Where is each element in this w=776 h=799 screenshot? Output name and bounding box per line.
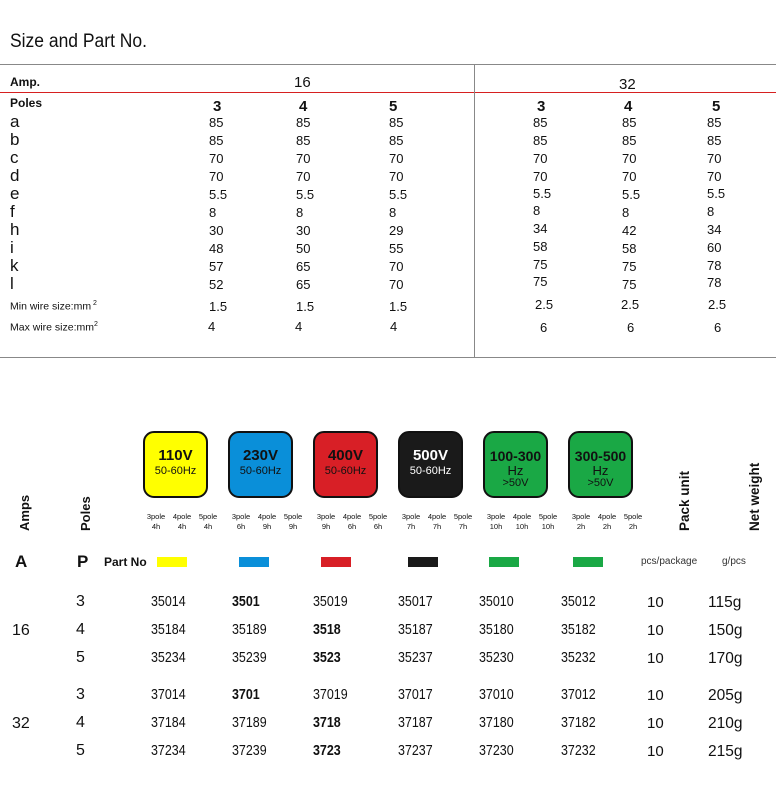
table-cell: 70 xyxy=(296,169,311,184)
poles-value: 3 xyxy=(76,593,85,610)
duration-hours: 2h xyxy=(576,522,586,531)
voltage-box xyxy=(398,431,463,498)
table-cell: 78 xyxy=(707,258,722,273)
max-wire-value: 6 xyxy=(714,320,722,335)
min-wire-value: 1.5 xyxy=(209,299,228,314)
table-cell: 70 xyxy=(533,169,548,184)
pole-count: 4pole xyxy=(597,512,617,521)
table-cell: 48 xyxy=(209,241,224,256)
table-cell: 58 xyxy=(622,241,637,256)
table-cell: 30 xyxy=(296,223,311,238)
pack-unit-value: 10 xyxy=(647,622,664,639)
poles-value: 4 xyxy=(76,621,85,638)
part-number: 37232 xyxy=(561,743,596,759)
row-label: d xyxy=(10,166,20,185)
voltage-box xyxy=(568,431,633,498)
part-number: 3718 xyxy=(313,715,341,731)
amps-value: 32 xyxy=(12,715,30,732)
duration-hours: 10h xyxy=(541,522,555,531)
duration-cell xyxy=(399,512,423,532)
max-wire-text: Max wire size:mm xyxy=(10,321,95,334)
table-cell: 5.5 xyxy=(389,187,408,202)
min-wire-value: 2.5 xyxy=(621,297,640,312)
table-cell: 70 xyxy=(209,169,224,184)
part-number: 37230 xyxy=(479,743,514,759)
min-wire-value: 1.5 xyxy=(296,299,315,314)
part-number: 37187 xyxy=(398,715,433,731)
voltage-label: 110V xyxy=(158,447,193,464)
table-cell: 30 xyxy=(209,223,224,238)
part-number: 35232 xyxy=(561,650,596,666)
amps-header: Amps xyxy=(17,494,32,531)
part-number: 37184 xyxy=(151,715,186,731)
max-wire-value: 4 xyxy=(208,319,216,334)
frequency-label: 50-60Hz xyxy=(154,465,197,477)
voltage-label: 400V xyxy=(327,447,364,464)
duration-hours: 6h xyxy=(347,522,357,531)
duration-cell xyxy=(510,512,534,532)
table-cell: 57 xyxy=(209,259,224,274)
pole-number: 4 xyxy=(624,98,633,115)
pack-unit-value: 10 xyxy=(647,594,664,611)
net-weight-value: 115g xyxy=(708,594,742,611)
voltage-label: 500V xyxy=(412,447,449,464)
pole-count: 5pole xyxy=(283,512,303,521)
table-cell: 70 xyxy=(389,151,404,166)
part-number: 35239 xyxy=(232,650,267,666)
duration-hours: 9h xyxy=(288,522,298,531)
table-cell: 65 xyxy=(296,277,311,292)
row-label: a xyxy=(10,112,20,131)
part-number: 35012 xyxy=(561,594,596,610)
pack-unit-value: 10 xyxy=(647,687,664,704)
table-cell: 70 xyxy=(707,169,722,184)
part-number: 3723 xyxy=(313,743,341,759)
duration-cell xyxy=(144,512,168,532)
color-swatch xyxy=(239,557,269,567)
duration-hours: 2h xyxy=(602,522,612,531)
duration-hours: 9h xyxy=(321,522,331,531)
table-cell: 85 xyxy=(622,133,637,148)
part-number: 35187 xyxy=(398,622,433,638)
part-number: 3523 xyxy=(313,650,341,666)
pole-count: 3pole xyxy=(146,512,166,521)
duration-hours: 6h xyxy=(236,522,246,531)
table-cell: 75 xyxy=(622,259,637,274)
table-cell: 65 xyxy=(296,259,311,274)
table-cell: 70 xyxy=(209,151,224,166)
table-cell: 78 xyxy=(707,275,722,290)
duration-hours: 10h xyxy=(489,522,503,531)
duration-cell xyxy=(196,512,220,532)
part-number: 35189 xyxy=(232,622,267,638)
row-label: k xyxy=(10,256,19,275)
pcs-package-label: pcs/package xyxy=(641,556,698,567)
part-number: 37019 xyxy=(313,687,348,703)
duration-cell xyxy=(425,512,449,532)
poles-header: Poles xyxy=(78,496,93,531)
row-label: e xyxy=(10,184,20,203)
net-weight-value: 215g xyxy=(708,743,743,760)
duration-cell xyxy=(281,512,305,532)
part-number: 35182 xyxy=(561,622,596,638)
table-cell: 85 xyxy=(389,115,404,130)
part-number: 37014 xyxy=(151,687,186,703)
duration-hours: 6h xyxy=(373,522,383,531)
duration-cell xyxy=(170,512,194,532)
table-cell: 75 xyxy=(533,257,548,272)
part-number: 37180 xyxy=(479,715,514,731)
amps-value: 16 xyxy=(12,622,30,639)
net-weight-value: 170g xyxy=(708,650,743,667)
part-no-label: Part No xyxy=(104,555,147,569)
frequency-label: 50-60Hz xyxy=(324,465,367,477)
table-cell: 42 xyxy=(622,223,637,238)
part-number: 35180 xyxy=(479,622,514,638)
pole-count: 5pole xyxy=(538,512,558,521)
net-weight-header: Net weight xyxy=(747,462,762,531)
table-cell: 55 xyxy=(389,241,404,256)
part-number: 35017 xyxy=(398,594,433,610)
table-column-divider xyxy=(474,64,475,358)
table-cell: 8 xyxy=(389,205,397,220)
page-title: Size and Part No. xyxy=(10,31,148,52)
max-wire-sup: 2 xyxy=(94,321,98,328)
duration-cell xyxy=(340,512,364,532)
frequency-label: >50V xyxy=(502,477,529,489)
part-number: 37189 xyxy=(232,715,267,731)
part-number: 35234 xyxy=(151,650,186,666)
pole-number: 3 xyxy=(537,98,546,115)
voltage-box xyxy=(483,431,548,498)
pole-number: 5 xyxy=(712,98,721,115)
part-number: 35010 xyxy=(479,594,514,610)
pole-count: 3pole xyxy=(231,512,251,521)
poles-label: Poles xyxy=(10,96,43,110)
table-cell: 34 xyxy=(707,222,722,237)
duration-cell xyxy=(536,512,560,532)
voltage-label: 300-500 xyxy=(574,448,627,464)
pack-unit-value: 10 xyxy=(647,743,664,760)
table-cell: 58 xyxy=(533,239,548,254)
pack-unit-value: 10 xyxy=(647,650,664,667)
frequency-label: 50-60Hz xyxy=(409,465,452,477)
table-cell: 50 xyxy=(296,241,311,256)
pole-number: 5 xyxy=(389,98,398,115)
table-cell: 8 xyxy=(707,204,715,219)
table-cell: 52 xyxy=(209,277,224,292)
pole-count: 5pole xyxy=(623,512,643,521)
min-wire-value: 1.5 xyxy=(389,299,408,314)
voltage-label: 100-300 xyxy=(489,448,542,464)
min-wire-text: Min wire size:mm xyxy=(10,300,92,313)
duration-hours: 7h xyxy=(406,522,416,531)
poles-value: 4 xyxy=(76,714,85,731)
part-number: 37182 xyxy=(561,715,596,731)
part-number: 37234 xyxy=(151,743,186,759)
net-weight-value: 210g xyxy=(708,715,743,732)
table-cell: 70 xyxy=(622,151,637,166)
pole-count: 3pole xyxy=(316,512,336,521)
table-cell: 5.5 xyxy=(296,187,315,202)
duration-hours: 4h xyxy=(177,522,187,531)
part-number: 35014 xyxy=(151,594,186,610)
color-swatch xyxy=(157,557,187,567)
table-cell: 70 xyxy=(296,151,311,166)
poles-letter: P xyxy=(77,552,89,571)
pole-number: 3 xyxy=(213,98,222,115)
row-label: c xyxy=(10,148,19,167)
part-number: 37010 xyxy=(479,687,514,703)
table-cell: 5.5 xyxy=(707,186,726,201)
voltage-box xyxy=(143,431,208,498)
poles-value: 5 xyxy=(76,649,85,666)
table-cell: 70 xyxy=(622,169,637,184)
duration-cell xyxy=(255,512,279,532)
table-cell: 8 xyxy=(209,205,217,220)
duration-cell xyxy=(569,512,593,532)
table-cell: 85 xyxy=(209,133,224,148)
amp-32-header: 32 xyxy=(619,76,636,93)
part-number: 35237 xyxy=(398,650,433,666)
color-swatch xyxy=(408,557,438,567)
part-number: 3701 xyxy=(232,687,260,703)
part-number: 37239 xyxy=(232,743,267,759)
part-number: 3518 xyxy=(313,622,341,638)
duration-hours: 9h xyxy=(262,522,272,531)
voltage-box xyxy=(228,431,293,498)
g-pcs-label: g/pcs xyxy=(722,556,746,567)
table-cell: 75 xyxy=(533,274,548,289)
duration-cell xyxy=(484,512,508,532)
duration-hours: 4h xyxy=(151,522,161,531)
part-number: 35184 xyxy=(151,622,186,638)
table-header-rule xyxy=(0,92,776,93)
row-label: f xyxy=(10,202,15,221)
min-wire-value: 2.5 xyxy=(535,297,554,312)
duration-cell xyxy=(229,512,253,532)
net-weight-value: 205g xyxy=(708,687,743,704)
pole-count: 4pole xyxy=(427,512,447,521)
pack-unit-value: 10 xyxy=(647,715,664,732)
part-number: 35230 xyxy=(479,650,514,666)
duration-cell xyxy=(451,512,475,532)
frequency-label: >50V xyxy=(587,477,614,489)
pole-number: 4 xyxy=(299,98,308,115)
table-cell: 8 xyxy=(622,205,630,220)
max-wire-value: 6 xyxy=(540,320,548,335)
table-cell: 34 xyxy=(533,221,548,236)
frequency-label: 50-60Hz xyxy=(239,465,282,477)
max-wire-label xyxy=(10,321,98,334)
table-cell: 85 xyxy=(533,133,548,148)
max-wire-value: 4 xyxy=(295,319,303,334)
table-cell: 85 xyxy=(533,115,548,130)
table-cell: 5.5 xyxy=(533,186,552,201)
pole-count: 3pole xyxy=(571,512,591,521)
pole-count: 5pole xyxy=(453,512,473,521)
table-cell: 85 xyxy=(209,115,224,130)
table-bottom-rule xyxy=(0,357,776,358)
pole-count: 5pole xyxy=(198,512,218,521)
table-cell: 85 xyxy=(707,133,722,148)
table-cell: 29 xyxy=(389,223,404,238)
poles-value: 5 xyxy=(76,742,85,759)
duration-cell xyxy=(595,512,619,532)
row-label: h xyxy=(10,220,20,239)
table-cell: 85 xyxy=(296,115,311,130)
table-cell: 70 xyxy=(533,151,548,166)
net-weight-value: 150g xyxy=(708,622,743,639)
table-cell: 70 xyxy=(389,169,404,184)
pole-count: 4pole xyxy=(257,512,277,521)
table-cell: 70 xyxy=(707,151,722,166)
pole-count: 4pole xyxy=(342,512,362,521)
duration-cell xyxy=(314,512,338,532)
duration-hours: 7h xyxy=(458,522,468,531)
color-swatch xyxy=(573,557,603,567)
voltage-box xyxy=(313,431,378,498)
pole-count: 5pole xyxy=(368,512,388,521)
amps-letter: A xyxy=(15,552,28,571)
table-cell: 70 xyxy=(389,277,404,292)
max-wire-value: 4 xyxy=(390,319,398,334)
table-top-rule xyxy=(0,64,776,65)
table-cell: 85 xyxy=(707,115,722,130)
part-number: 37237 xyxy=(398,743,433,759)
table-cell: 85 xyxy=(389,133,404,148)
min-wire-value: 2.5 xyxy=(708,297,727,312)
part-number: 35019 xyxy=(313,594,348,610)
duration-hours: 4h xyxy=(203,522,213,531)
pole-count: 4pole xyxy=(512,512,532,521)
duration-cell xyxy=(366,512,390,532)
color-swatch xyxy=(489,557,519,567)
row-label: l xyxy=(10,274,14,293)
table-cell: 8 xyxy=(296,205,304,220)
voltage-label-2: Hz xyxy=(592,463,609,478)
min-wire-sup: 2 xyxy=(91,300,97,307)
part-number: 37012 xyxy=(561,687,596,703)
table-cell: 85 xyxy=(296,133,311,148)
pack-unit-header: Pack unit xyxy=(677,470,692,531)
pole-count: 3pole xyxy=(401,512,421,521)
duration-hours: 10h xyxy=(515,522,529,531)
part-number: 37017 xyxy=(398,687,433,703)
pole-count: 4pole xyxy=(172,512,192,521)
voltage-label: 230V xyxy=(242,447,279,464)
part-number: 3501 xyxy=(232,594,260,610)
poles-value: 3 xyxy=(76,686,85,703)
table-cell: 70 xyxy=(389,259,404,274)
max-wire-value: 6 xyxy=(627,320,635,335)
table-cell: 60 xyxy=(707,240,722,255)
row-label: b xyxy=(10,130,20,149)
table-cell: 5.5 xyxy=(209,187,228,202)
duration-hours: 2h xyxy=(628,522,638,531)
table-cell: 5.5 xyxy=(622,187,641,202)
min-wire-label xyxy=(10,300,97,313)
pole-count: 3pole xyxy=(486,512,506,521)
amp-label: Amp. xyxy=(10,75,40,89)
duration-cell xyxy=(621,512,645,532)
row-label: i xyxy=(10,238,14,257)
table-cell: 8 xyxy=(533,203,541,218)
voltage-label-2: Hz xyxy=(507,463,524,478)
amp-16-header: 16 xyxy=(294,74,311,91)
table-cell: 85 xyxy=(622,115,637,130)
duration-hours: 7h xyxy=(432,522,442,531)
table-cell: 75 xyxy=(622,277,637,292)
color-swatch xyxy=(321,557,351,567)
